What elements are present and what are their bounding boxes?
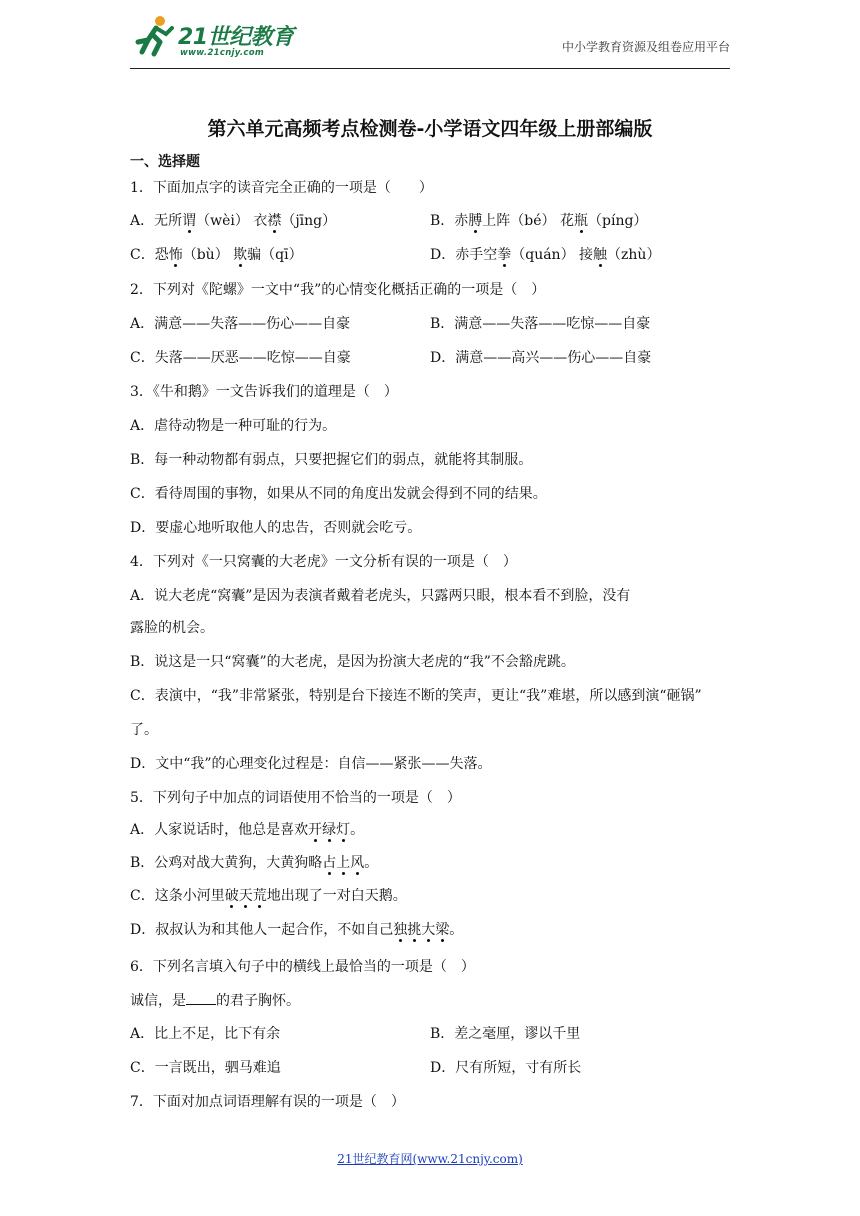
option-text: （bù） bbox=[182, 247, 234, 263]
option-c-continued: 了。 bbox=[130, 722, 158, 738]
option-b[interactable]: B．满意——失落——吃惊——自豪 bbox=[430, 316, 651, 332]
dotted-word bbox=[393, 922, 449, 938]
footer-link[interactable]: 21世纪教育网(www.21cnjy.com) bbox=[337, 1152, 523, 1166]
option-text: （quán） 接 bbox=[511, 247, 594, 263]
dotted-char: 灯 bbox=[336, 822, 351, 838]
option-d[interactable]: D．要虚心地听取他人的忠告，否则就会吃亏。 bbox=[130, 520, 422, 536]
option-text: 。 bbox=[350, 822, 365, 838]
option-text: （zhù） bbox=[607, 247, 661, 263]
dotted-char: 谓 bbox=[182, 213, 197, 229]
option-text: A．无所 bbox=[130, 213, 183, 229]
logo bbox=[130, 12, 300, 64]
option-b[interactable]: B．每一种动物都有弱点，只要把握它们的弱点，就能将其制服。 bbox=[130, 452, 533, 468]
option-c[interactable] bbox=[130, 245, 303, 265]
dotted-char: 襟 bbox=[267, 213, 282, 229]
dotted-char: 独 bbox=[393, 922, 408, 938]
page-header bbox=[130, 8, 730, 70]
option-d[interactable]: D．尺有所短，寸有所长 bbox=[430, 1060, 582, 1076]
option-text: C．这条小河里 bbox=[130, 888, 225, 904]
dotted-word bbox=[225, 888, 267, 904]
option-text: 。 bbox=[364, 855, 379, 871]
option-d[interactable]: D．满意——高兴——伤心——自豪 bbox=[430, 350, 652, 366]
option-text: D．叔叔认为和其他人一起合作，不如自己 bbox=[130, 922, 394, 938]
platform-name: 中小学教育资源及组卷应用平台 bbox=[561, 40, 730, 54]
runner-logo-icon bbox=[130, 12, 178, 60]
header-divider bbox=[130, 68, 730, 69]
question-stem: 6．下列名言填入句子中的横线上最恰当的一项是（ ） bbox=[130, 959, 475, 975]
option-b[interactable]: B．差之毫厘，谬以千里 bbox=[430, 1026, 581, 1042]
option-text: 骗（qī） bbox=[247, 247, 303, 263]
option-c[interactable] bbox=[130, 886, 407, 906]
option-text: A．人家说话时，他总是喜欢 bbox=[130, 822, 309, 838]
dotted-char: 大 bbox=[421, 922, 436, 938]
sentence-text: 诚信，是 bbox=[130, 993, 186, 1009]
dotted-char: 欺 bbox=[233, 247, 248, 263]
option-text: 。 bbox=[449, 922, 464, 938]
question-stem: 2．下列对《陀螺》一文中“我”的心情变化概括正确的一项是（ ） bbox=[130, 282, 546, 298]
dotted-char: 拳 bbox=[497, 247, 512, 263]
option-text: B．公鸡对战大黄狗，大黄狗略 bbox=[130, 855, 323, 871]
option-a[interactable]: A．满意——失落——伤心——自豪 bbox=[130, 316, 351, 332]
option-text: B．赤 bbox=[430, 213, 469, 229]
dotted-char: 绿 bbox=[322, 822, 337, 838]
option-text: 地出现了一对白天鹅。 bbox=[266, 888, 407, 904]
option-c[interactable]: C．看待周围的事物，如果从不同的角度出发就会得到不同的结果。 bbox=[130, 486, 547, 502]
option-a-continued: 露脸的机会。 bbox=[130, 620, 214, 636]
page-title: 第六单元高频考点检测卷-小学语文四年级上册部编版 bbox=[207, 118, 653, 140]
dotted-word bbox=[308, 822, 350, 838]
option-b[interactable]: B．说这是一只“窝囊”的大老虎，是因为扮演大老虎的“我”不会豁虎跳。 bbox=[130, 654, 575, 670]
question-stem: 5．下列句子中加点的词语使用不恰当的一项是（ ） bbox=[130, 790, 461, 806]
dotted-char: 梁 bbox=[435, 922, 450, 938]
option-text: （píng） bbox=[588, 213, 648, 229]
option-a[interactable]: A．虐待动物是一种可耻的行为。 bbox=[130, 418, 337, 434]
dotted-char: 怖 bbox=[168, 247, 183, 263]
option-text: D．赤手空 bbox=[430, 247, 498, 263]
question-stem: 7．下面对加点词语理解有误的一项是（ ） bbox=[130, 1094, 405, 1110]
option-text: （jīng） bbox=[281, 213, 337, 229]
dotted-char: 瓶 bbox=[574, 213, 588, 229]
logo-text: 21世纪教育 bbox=[178, 25, 294, 50]
dotted-char: 膊 bbox=[468, 213, 483, 229]
option-b[interactable] bbox=[130, 853, 378, 873]
logo-url: www.21cnjy.com bbox=[180, 48, 264, 58]
option-b[interactable] bbox=[430, 211, 647, 231]
section-heading: 一、选择题 bbox=[130, 154, 200, 170]
dotted-word bbox=[322, 855, 364, 871]
dotted-char: 破 bbox=[224, 888, 239, 904]
dotted-char: 天 bbox=[238, 888, 253, 904]
question-stem: 3．《牛和鹅》一文告诉我们的道理是（ ） bbox=[130, 384, 398, 400]
option-a[interactable] bbox=[130, 211, 336, 231]
question-stem: 1．下面加点字的读音完全正确的一项是（ ） bbox=[130, 180, 433, 196]
option-a[interactable] bbox=[130, 820, 364, 840]
option-text: 上阵（bé） 花 bbox=[482, 213, 574, 229]
option-text: C．恐 bbox=[130, 247, 169, 263]
dotted-char: 触 bbox=[593, 247, 608, 263]
dotted-char: 风 bbox=[350, 855, 365, 871]
dotted-char: 上 bbox=[336, 855, 351, 871]
fill-sentence bbox=[130, 990, 300, 1011]
dotted-char: 挑 bbox=[407, 922, 422, 938]
option-d[interactable]: D．文中“我”的心理变化过程是：自信——紧张——失落。 bbox=[130, 756, 492, 772]
question-stem: 4．下列对《一只窝囊的大老虎》一文分析有误的一项是（ ） bbox=[130, 554, 517, 570]
dotted-char: 占 bbox=[322, 855, 337, 871]
sentence-text: 的君子胸怀。 bbox=[216, 993, 300, 1009]
option-a[interactable]: A．比上不足，比下有余 bbox=[130, 1026, 281, 1042]
option-d[interactable] bbox=[430, 245, 660, 265]
dotted-char: 开 bbox=[308, 822, 323, 838]
option-text: （wèi） 衣 bbox=[196, 213, 268, 229]
option-c[interactable]: C．一言既出，驷马难追 bbox=[130, 1060, 281, 1076]
option-a[interactable]: A．说大老虎“窝囊”是因为表演者戴着老虎头，只露两只眼，根本看不到脸，没有 bbox=[130, 588, 631, 604]
option-c[interactable]: C．失落——厌恶——吃惊——自豪 bbox=[130, 350, 351, 366]
option-c[interactable]: C．表演中，“我”非常紧张，特别是台下接连不断的笑声，更让“我”难堪，所以感到演“砸锅” bbox=[130, 688, 702, 704]
option-d[interactable] bbox=[130, 920, 463, 940]
answer-blank[interactable] bbox=[186, 990, 216, 1005]
dotted-char: 荒 bbox=[252, 888, 267, 904]
